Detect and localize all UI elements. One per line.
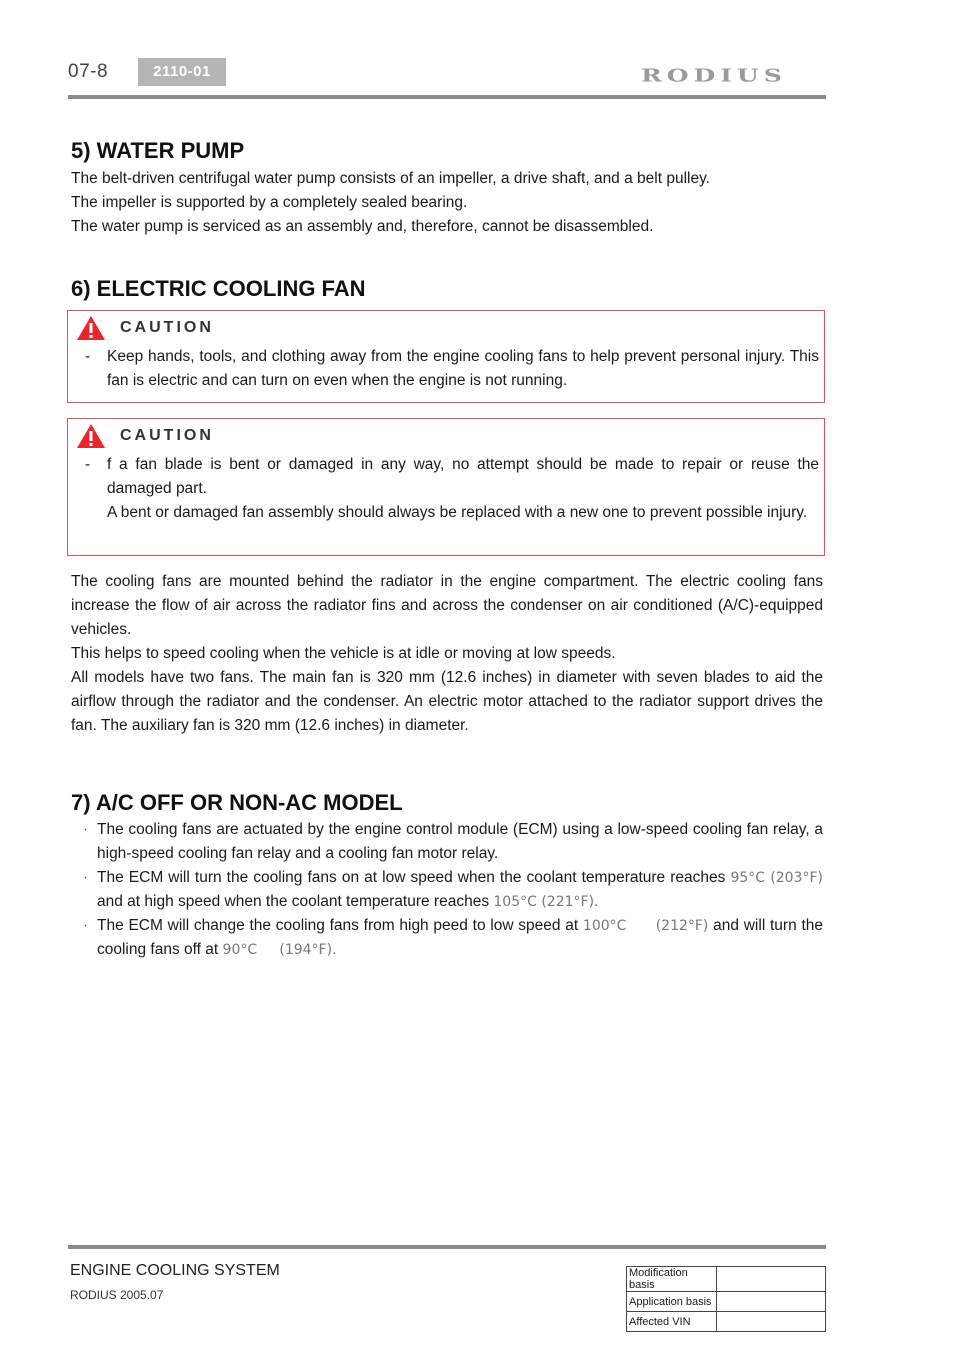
fan-paragraph: All models have two fans. The main fan is 320 mm (12.6 inches) in diameter with seven blades to aid the airflow through the radiator and the condenser. An electric motor attached to the radiator support drives the fan. The auxiliary fan is 320 mm (12.6 inches) in diameter.	[71, 669, 823, 734]
bullet-marker: ·	[83, 917, 89, 934]
fan-paragraph: The cooling fans are mounted behind the radiator in the engine compartment. The electric cooling fans increase the flow of air across the radiator fins and across the condenser on air conditioned (A/C)-equipped vehicles.	[71, 573, 823, 638]
table-row	[627, 1267, 826, 1292]
table-value	[717, 1292, 826, 1312]
list-item	[71, 866, 823, 914]
temperature-value: 105°C (221°F).	[493, 894, 599, 910]
header-divider	[68, 95, 826, 99]
caution-text: A bent or damaged fan assembly should always be replaced with a new one to prevent possible injury.	[107, 504, 808, 521]
fan-paragraph: This helps to speed cooling when the vehicle is at idle or moving at low speeds.	[71, 645, 616, 662]
temperature-value: 95°C (203°F)	[730, 870, 823, 886]
bullet-text	[97, 914, 823, 962]
table-label: Modification basis	[627, 1267, 717, 1292]
brand-logo: RODIUS	[641, 65, 787, 86]
pump-line: The water pump is serviced as an assembly and, therefore, cannot be disassembled.	[71, 218, 654, 235]
footer-divider	[68, 1245, 826, 1249]
cooling-fan-heading: 6) ELECTRIC COOLING FAN	[71, 276, 366, 301]
table-value	[717, 1312, 826, 1332]
warning-icon	[76, 423, 106, 449]
text-run: and will turn the cooling fans off at	[97, 917, 823, 958]
text-run: and at high speed when the coolant temperature reaches	[97, 893, 494, 910]
revision-table	[626, 1266, 826, 1332]
list-item	[71, 914, 823, 962]
warning-icon	[76, 315, 106, 341]
section-code-badge: 2110-01	[138, 58, 226, 86]
bullet-text	[97, 866, 823, 914]
footer-title: ENGINE COOLING SYSTEM	[70, 1262, 280, 1279]
dash-marker: -	[85, 456, 91, 473]
footer-model: RODIUS 2005.07	[70, 1288, 164, 1302]
water-pump-heading: 5) WATER PUMP	[71, 138, 245, 163]
text-run: The ECM will change the cooling fans from high peed to low speed at	[97, 917, 583, 934]
ac-bullet-list	[71, 818, 823, 962]
text-run: The ECM will turn the cooling fans on at low speed when the coolant temperature reaches	[97, 869, 731, 886]
bullet-marker: ·	[83, 869, 89, 886]
list-item	[71, 818, 823, 866]
ac-off-heading: 7) A/C OFF OR NON-AC MODEL	[71, 790, 403, 815]
pump-line: The belt-driven centrifugal water pump consists of an impeller, a drive shaft, and a belt pulley.	[71, 170, 710, 187]
table-value	[717, 1267, 826, 1292]
caution-text: f a fan blade is bent or damaged in any way, no attempt should be made to repair or reuse the damaged part.	[107, 456, 819, 497]
bullet-marker: ·	[83, 821, 89, 838]
cooling-fan-text	[71, 570, 823, 738]
page-number: 07-8	[68, 61, 109, 82]
bullet-text: The cooling fans are actuated by the engine control module (ECM) using a low-speed cooling fan relay, a high-speed cooling fan relay and a cooling fan motor relay.	[97, 821, 823, 862]
table-label: Affected VIN	[627, 1312, 717, 1332]
dash-marker: -	[85, 348, 91, 365]
table-row	[627, 1312, 826, 1332]
caution-title: CAUTION	[120, 319, 214, 336]
table-row	[627, 1292, 826, 1312]
table-label: Application basis	[627, 1292, 717, 1312]
pump-line: The impeller is supported by a completely sealed bearing.	[71, 194, 468, 211]
caution-box	[67, 418, 825, 556]
temperature-value: 100°C (212°F)	[582, 918, 709, 934]
water-pump-text	[71, 167, 823, 239]
caution-title: CAUTION	[120, 427, 214, 444]
caution-text: Keep hands, tools, and clothing away from the engine cooling fans to help prevent personal injury. This fan is electric and can turn on even when the engine is not running.	[107, 348, 819, 389]
caution-box	[67, 310, 825, 403]
temperature-value: 90°C (194°F).	[222, 942, 337, 958]
